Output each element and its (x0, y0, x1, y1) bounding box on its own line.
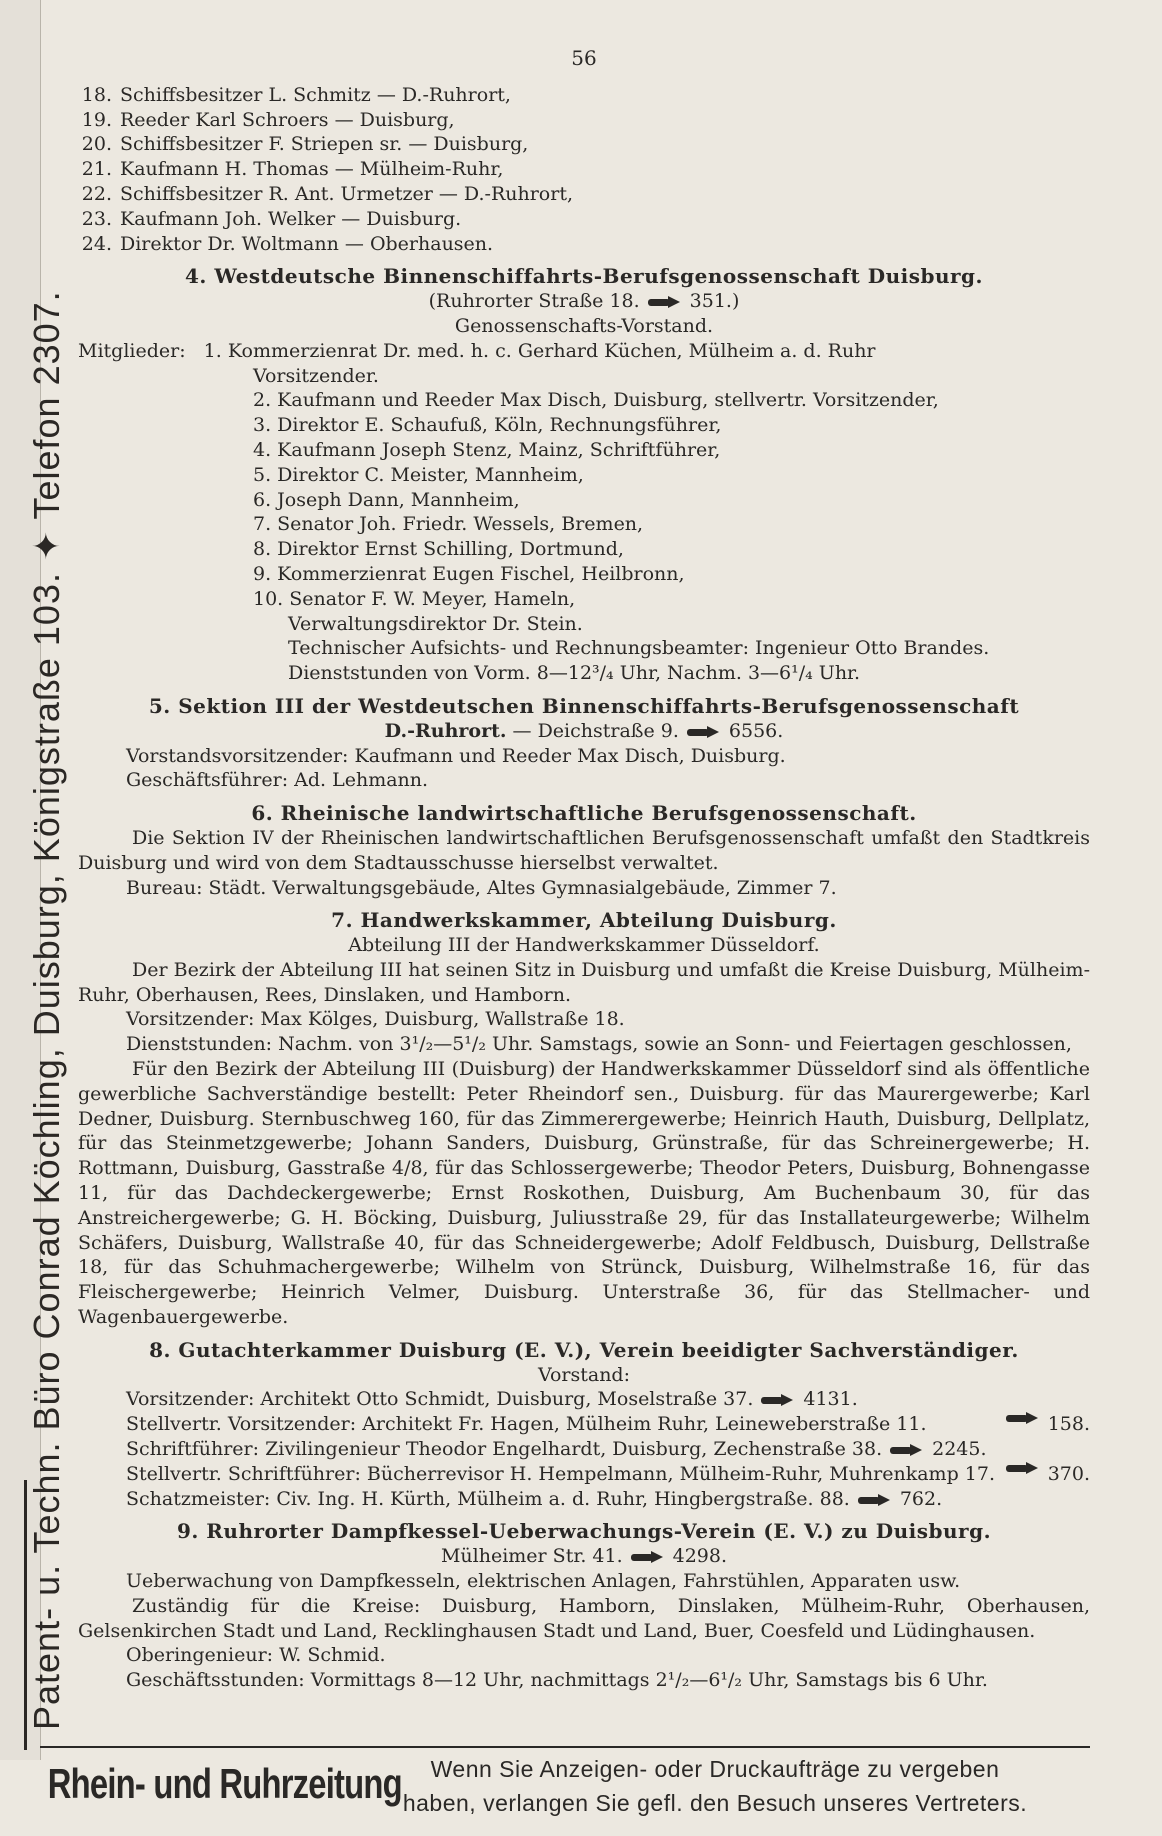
list-item: 3. Direktor E. Schaufuß, Köln, Rechnungsführer, (253, 414, 722, 437)
list-item: Vorsitzender. (253, 364, 379, 387)
footer-brand-logo: Rhein- und Ruhrzeitung (47, 1760, 402, 1807)
telephone-icon (648, 296, 682, 308)
telephone-icon (1006, 1462, 1040, 1474)
telephone-icon (761, 1394, 795, 1406)
list-item: Vorsitzender: Architekt Otto Schmidt, Duisburg, Moselstraße 37. 4131. (126, 1388, 858, 1411)
section-6-bureau: Bureau: Städt. Verwaltungsgebäude, Altes Gymnasialgebäude, Zimmer 7. (126, 876, 837, 899)
footer-line-2: haben, verlangen Sie gefl. den Besuch unseres Vertreters. (402, 1790, 1028, 1816)
list-item: 7. Senator Joh. Friedr. Wessels, Bremen, (253, 513, 644, 536)
section-6-title: 6. Rheinische landwirtschaftliche Berufsgenossenschaft. (251, 801, 917, 826)
main-content (78, 46, 1090, 1693)
list-item: 4. Kaufmann Joseph Stenz, Mainz, Schriftführer, (253, 438, 721, 461)
section-5-address: D.-Ruhrort. — Deichstraße 9. 6556. (384, 719, 784, 742)
section-9-paragraph: Zuständig für die Kreise: Duisburg, Hamborn, Dinslaken, Mülheim-Ruhr, Oberhausen, Gelsenkirchen Stadt und Land, Recklinghausen Stadt und Land, Buer, Coesfeld und Lüdinghausen. (78, 1594, 1090, 1642)
list-item: 5. Direktor C. Meister, Mannheim, (253, 463, 584, 486)
section-9-title: 9. Ruhrorter Dampfkessel-Ueberwachungs-Verein (E. V.) zu Duisburg. (176, 1519, 992, 1544)
section-7-paragraph-1: Der Bezirk der Abteilung III hat seinen Sitz in Duisburg und umfaßt die Kreise Duisburg, Mülheim-Ruhr, Oberhausen, Rees, Dinslaken, und Hamborn. (78, 958, 1090, 1006)
list-item: 22. Schiffsbesitzer R. Ant. Urmetzer — D.-Ruhrort, (81, 182, 574, 205)
list-item: 20. Schiffsbesitzer F. Striepen sr. — Duisburg, (81, 133, 529, 156)
section-5-title: 5. Sektion III der Westdeutschen Binnenschiffahrts-Berufsgenossenschaft (148, 693, 1020, 718)
list-item: Stellvertr. Vorsitzender: Architekt Fr. Hagen, Mülheim Ruhr, Leineweberstraße 11. 158. (126, 1413, 1090, 1436)
list-item: 18. Schiffsbesitzer L. Schmitz — D.-Ruhrort, (81, 83, 511, 106)
list-item: Geschäftsführer: Ad. Lehmann. (126, 769, 429, 792)
footer-line-1: Wenn Sie Anzeigen- oder Druckaufträge zu vergeben (430, 1756, 1000, 1782)
telephone-icon (858, 1494, 892, 1506)
section-7-subtitle: Abteilung III der Handwerkskammer Düsseldorf. (348, 934, 820, 957)
list-item: Vorstandsvorsitzender: Kaufmann und Reeder Max Disch, Duisburg. (126, 744, 786, 767)
list-item: Schriftführer: Zivilingenieur Theodor Engelhardt, Duisburg, Zechenstraße 38. 2245. (126, 1438, 987, 1461)
section-7-title: 7. Handwerkskammer, Abteilung Duisburg. (331, 908, 837, 933)
telephone-icon (1006, 1412, 1040, 1424)
list-item: 10. Senator F. W. Meyer, Hameln, (253, 587, 576, 610)
members-list-continued (78, 83, 1090, 257)
members-label: Mitglieder: (78, 339, 186, 362)
list-item: Schatzmeister: Civ. Ing. H. Kürth, Mülheim a. d. Ruhr, Hingbergstraße. 88. 762. (126, 1487, 943, 1510)
telephone-icon (631, 1551, 665, 1563)
section-4-title: 4. Westdeutsche Binnenschiffahrts-Berufsgenossenschaft Duisburg. (185, 264, 983, 289)
footer-ad-text (340, 1748, 1090, 1824)
list-item: Technischer Aufsichts- und Rechnungsbeamter: Ingenieur Otto Brandes. (288, 637, 990, 660)
list-item: Stellvertr. Schriftführer: Bücherrevisor H. Hempelmann, Mülheim-Ruhr, Muhrenkamp 17. 370. (126, 1462, 1090, 1485)
section-9-hours: Geschäftsstunden: Vormittags 8—12 Uhr, nachmittags 2¹/₂—6¹/₂ Uhr, Samstags bis 6 Uhr. (126, 1669, 988, 1692)
side-advertisement (0, 0, 67, 1760)
list-item: 24. Direktor Dr. Woltmann — Oberhausen. (81, 232, 494, 255)
section-7-hours: Dienststunden: Nachm. von 3¹/₂—5¹/₂ Uhr. Samstags, sowie an Sonn- und Feiertagen geschlossen, (126, 1033, 1072, 1056)
telephone-icon (687, 726, 721, 738)
telephone-icon (890, 1444, 924, 1456)
section-6-text: Die Sektion IV der Rheinischen landwirtschaftlichen Berufsgenossenschaft umfaßt den Stadtkreis Duisburg und wird von dem Stadtausschusse hierselbst verwaltet. (78, 826, 1090, 874)
list-item: 9. Kommerzienrat Eugen Fischel, Heilbronn, (253, 562, 685, 585)
list-item: 23. Kaufmann Joh. Welker — Duisburg. (81, 207, 462, 230)
section-9-line-1: Ueberwachung von Dampfkesseln, elektrischen Anlagen, Fahrstühlen, Apparaten usw. (126, 1570, 961, 1593)
page-number: 56 (571, 46, 597, 70)
list-item: 8. Direktor Ernst Schilling, Dortmund, (253, 538, 624, 561)
list-item: 19. Reeder Karl Schroers — Duisburg, (81, 108, 455, 131)
side-ad-text: Patent- u. Techn. Büro Conrad Köchling, Duisburg, Königstraße 103. ✦ Telefon 2307. (26, 290, 67, 1730)
section-8-board: Vorstand: (537, 1363, 630, 1386)
section-4-first-member: Mitglieder: 1. Kommerzienrat Dr. med. h. c. Gerhard Küchen, Mülheim a. d. Ruhr (78, 339, 876, 362)
section-7-paragraph-2: Für den Bezirk der Abteilung III (Duisburg) der Handwerkskammer Düsseldorf sind als öffentliche gewerbliche Sachverständige bestellt: Peter Rheindorf sen., Duisburg. für das Maurergewerbe; Karl Dedner, Duisburg. Sternbuschweg 160, für das Zimmerergewerbe; Heinrich Hauth, Duisburg, Dellplatz, für das Steinmetzgewerbe; Johann Sanders, Duisburg, Grünstraße, für das Schreinergewerbe; H. Rottmann, Duisburg, Gasstraße 4/8, für das Schlossergewerbe; Theodor Peters, Duisburg, Bohnengasse 11, für das Dachdeckergewerbe; Ernst Roskothen, Duisburg, Am Buchenbaum 30, für das Anstreichergewerbe; G. H. Böcking, Duisburg, Juliusstraße 29, für das Installateurgewerbe; Wilhelm Schäfers, Duisburg, Wallstraße 40, für das Schneidergewerbe; Adolf Feldbusch, Duisburg, Dellstraße 18, für das Schuhmachergewerbe; Wilhelm von Strünck, Duisburg, Wilhelmstraße 16, für das Fleischergewerbe; Heinrich Velmer, Duisburg. Unterstraße 36, für das Stellmacher- und Wagenbauergewerbe. (78, 1058, 1090, 1329)
list-item: Dienststunden von Vorm. 8—12³/₄ Uhr, Nachm. 3—6¹/₄ Uhr. (288, 662, 861, 685)
section-4-address: (Ruhrorter Straße 18. 351.) (428, 290, 740, 313)
section-9-address: Mülheimer Str. 41. 4298. (440, 1545, 728, 1568)
list-item: Verwaltungsdirektor Dr. Stein. (288, 612, 583, 635)
section-9-engineer: Oberingenieur: W. Schmid. (126, 1644, 386, 1667)
section-7-chair: Vorsitzender: Max Kölges, Duisburg, Wallstraße 18. (126, 1008, 625, 1031)
list-item: 2. Kaufmann und Reeder Max Disch, Duisburg, stellvertr. Vorsitzender, (253, 389, 939, 412)
section-4-board: Genossenschafts-Vorstand. (454, 314, 714, 337)
footer-advertisement (40, 1746, 1090, 1824)
list-item: 6. Joseph Dann, Mannheim, (253, 488, 520, 511)
list-item: 21. Kaufmann H. Thomas — Mülheim-Ruhr, (81, 158, 504, 181)
section-8-title: 8. Gutachterkammer Duisburg (E. V.), Verein beeidigter Sachverständiger. (149, 1337, 1019, 1362)
